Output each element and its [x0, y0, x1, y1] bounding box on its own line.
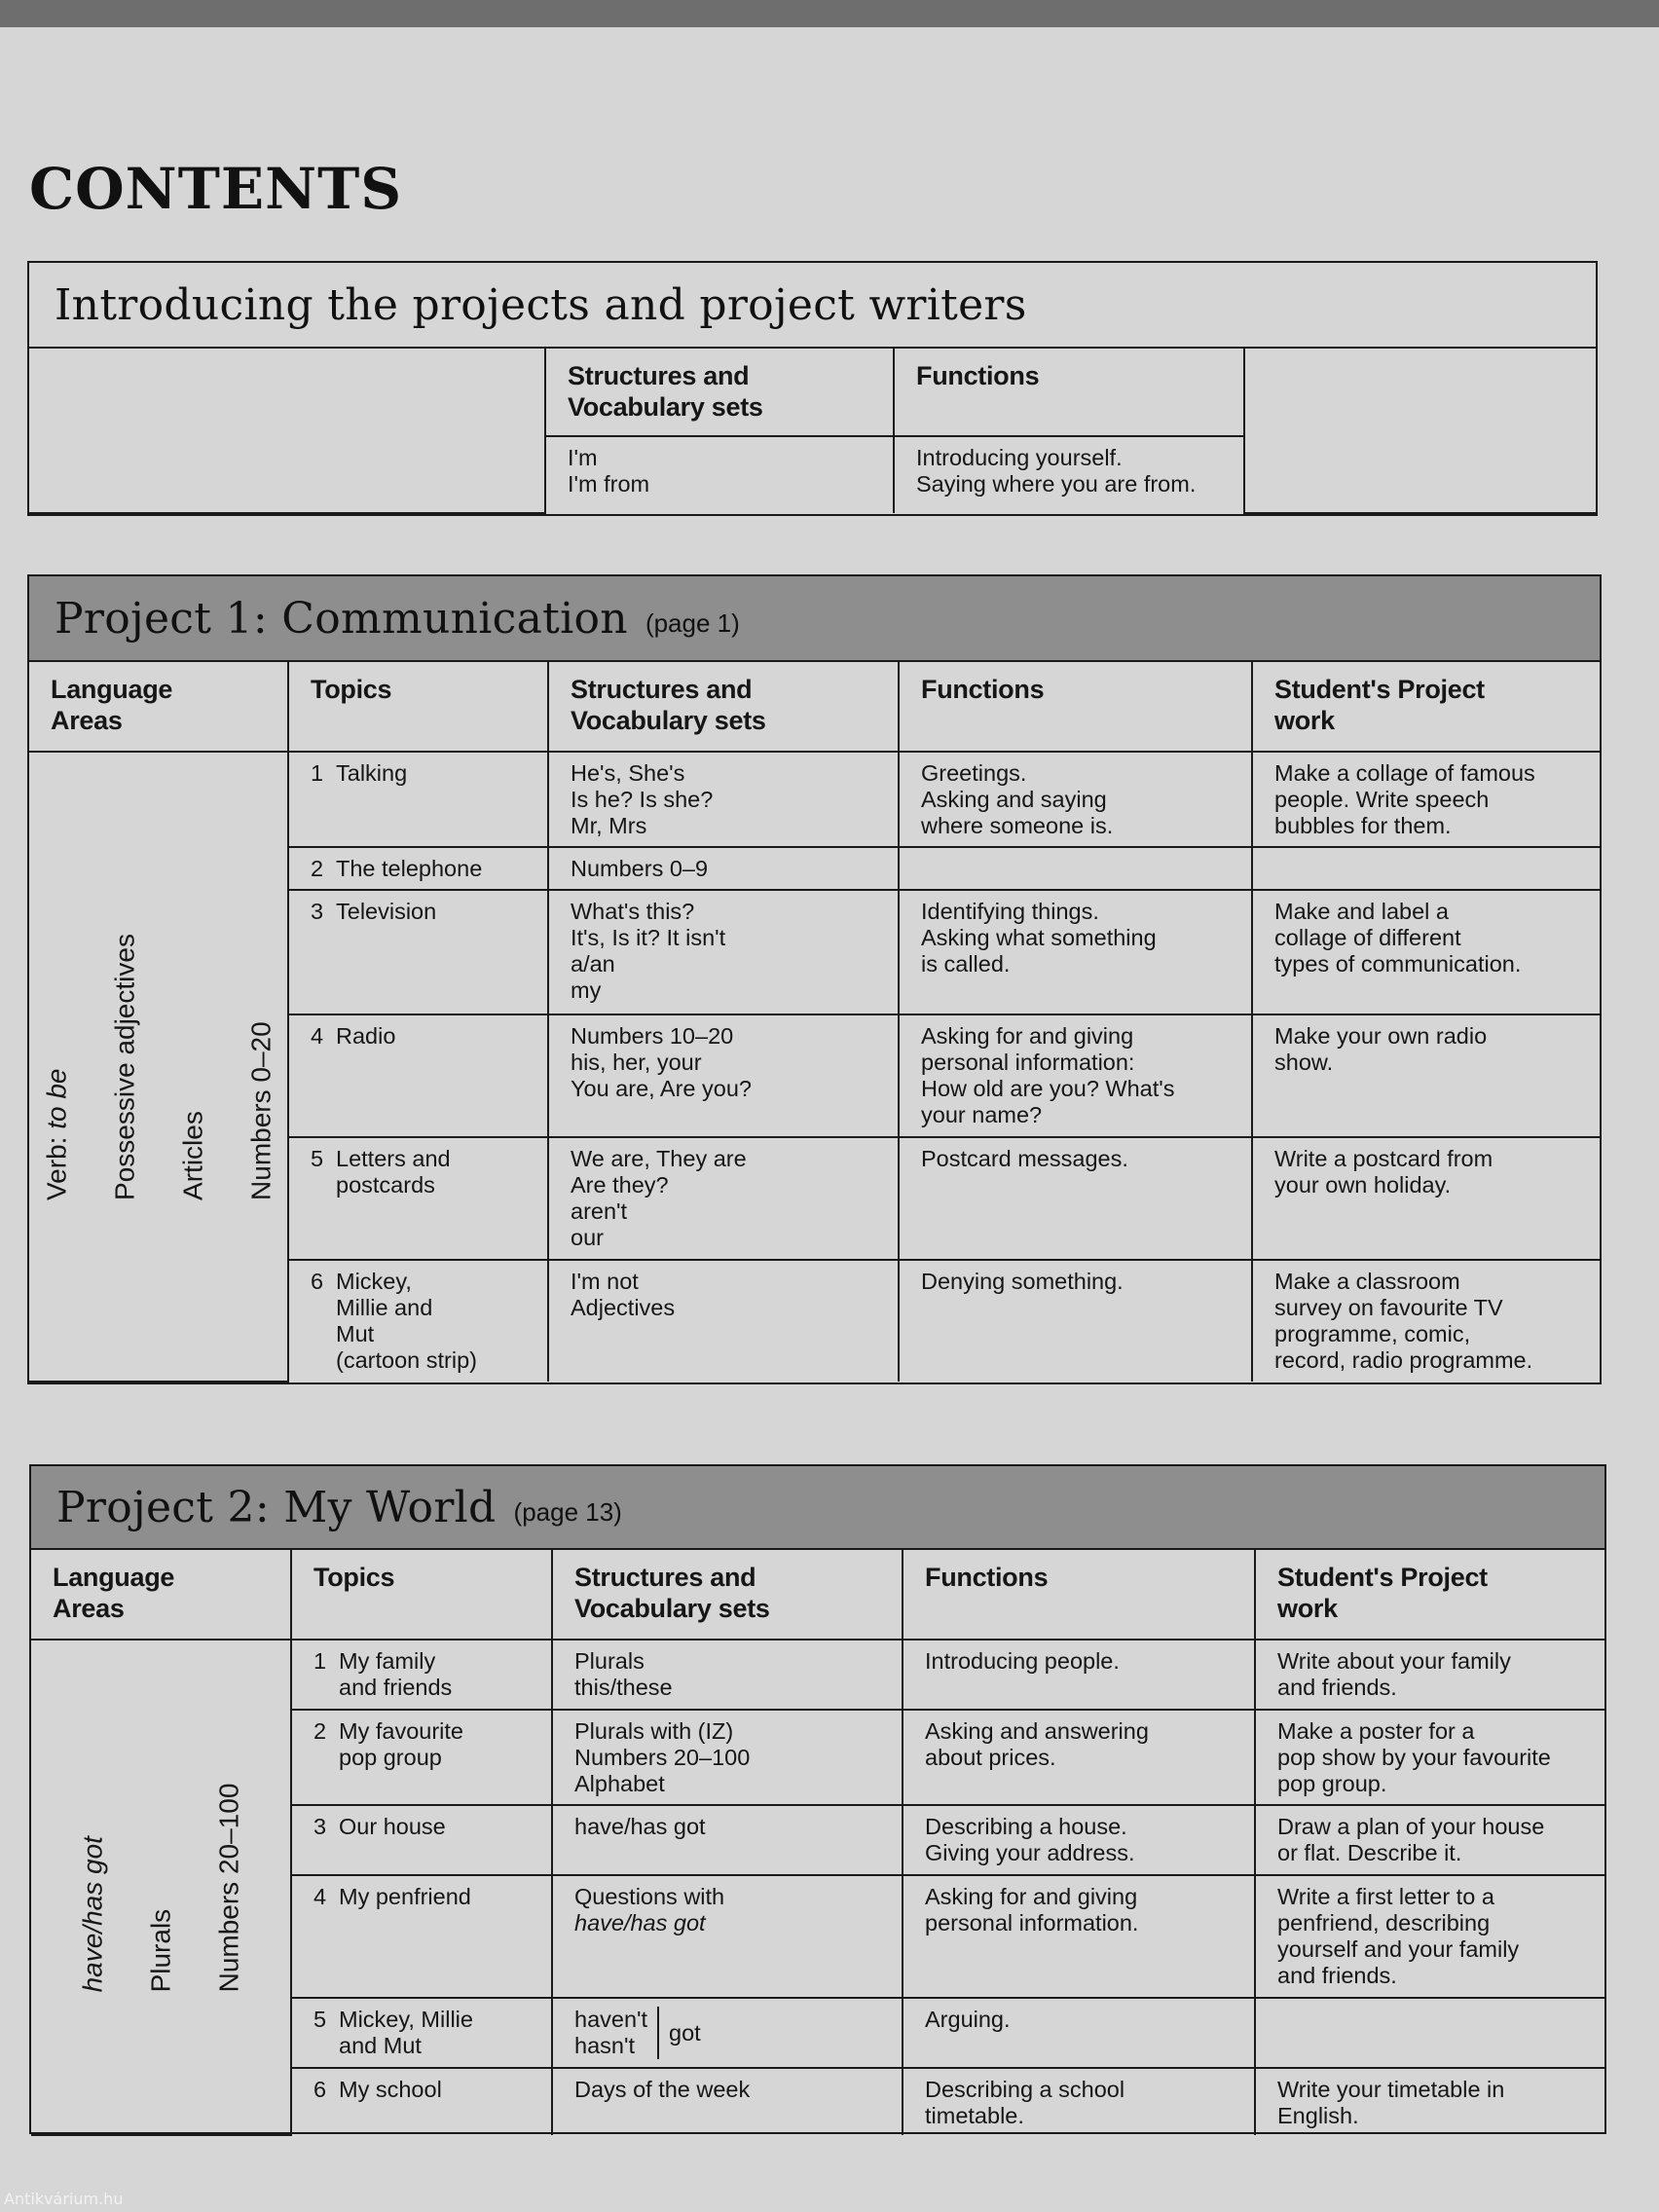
p1-la-possessive: Possessive adjectives [109, 933, 139, 1200]
p2-functions-cell: Asking and answering about prices. [903, 1710, 1255, 1805]
project1-table [29, 662, 1600, 1382]
p1-structures-cell: What's this? It's, Is it? It isn't a/an my [548, 890, 899, 1014]
p2-functions-cell: Asking for and giving personal information. [903, 1875, 1255, 1998]
p1-structures-header: Structures and Vocabulary sets [548, 662, 899, 752]
p2-topic-cell: 1 My family and friends [291, 1640, 552, 1710]
p1-topics-header: Topics [288, 662, 548, 752]
p1-work-cell: Write a postcard from your own holiday. [1252, 1137, 1600, 1260]
project2-header [31, 1466, 1604, 1550]
p2-functions-cell: Arguing. [903, 1998, 1255, 2068]
p1-functions-cell: Denying something. [899, 1260, 1252, 1382]
p2-structures-header: Structures and Vocabulary sets [552, 1550, 903, 1640]
p2-language-areas [31, 1640, 291, 2135]
p1-structures-cell: We are, They are Are they? aren't our [548, 1137, 899, 1260]
p2-structures-cell: have/has got [552, 1805, 903, 1875]
p2-work-cell: Write your timetable in English. [1255, 2068, 1604, 2135]
background-strip [0, 0, 1659, 29]
p1-work-cell: Make and label a collage of different types of communication. [1252, 890, 1600, 1014]
intro-title: Introducing the projects and project writers [55, 279, 1027, 330]
p1-language-header: Language Areas [29, 662, 288, 752]
p1-structures-cell: He's, She's Is he? Is she? Mr, Mrs [548, 752, 899, 847]
p1-structures-cell: Numbers 10–20 his, her, your You are, Are you? [548, 1014, 899, 1137]
p2-topics-header: Topics [291, 1550, 552, 1640]
p2-topic-cell: 5 Mickey, Millie and Mut [291, 1998, 552, 2068]
p2-language-header: Language Areas [31, 1550, 291, 1640]
p2-structures-cell [552, 1998, 903, 2068]
p2-work-cell: Make a poster for a pop show by your favourite pop group. [1255, 1710, 1604, 1805]
watermark: Antikvárium.hu [4, 2190, 124, 2208]
p2-functions-header: Functions [903, 1550, 1255, 1640]
p1-topic-cell: 5 Letters and postcards [288, 1137, 548, 1260]
p1-work-cell: Make your own radio show. [1252, 1014, 1600, 1137]
p1-topic-cell: 4 Radio [288, 1014, 548, 1137]
intro-structures-header: Structures and Vocabulary sets [545, 349, 894, 436]
intro-functions-cell: Introducing yourself. Saying where you are from. [894, 436, 1244, 513]
p1-functions-cell: Asking for and giving personal information: How old are you? What's your name? [899, 1014, 1252, 1137]
p2-la-plurals: Plurals [145, 1908, 176, 1992]
p2-work-header: Student's Project work [1255, 1550, 1604, 1640]
project1-title: Project 1: Communication [55, 593, 628, 644]
p2-structures-line: Questions with [574, 1884, 725, 1909]
p1-work-cell [1252, 847, 1600, 890]
p1-structures-cell: I'm not Adjectives [548, 1260, 899, 1382]
p1-work-cell: Make a collage of famous people. Write speech bubbles for them. [1252, 752, 1600, 847]
p2-topic-cell: 3 Our house [291, 1805, 552, 1875]
p1-work-header: Student's Project work [1252, 662, 1600, 752]
p2-la-have: have/has got [77, 1835, 108, 1992]
p2-work-cell: Draw a plan of your house or flat. Describe it. [1255, 1805, 1604, 1875]
p1-functions-cell: Identifying things. Asking what something is called. [899, 890, 1252, 1014]
p2-functions-cell: Introducing people. [903, 1640, 1255, 1710]
project1-page-ref: (page 1) [645, 608, 740, 638]
project2-table [31, 1550, 1604, 2136]
p2-topic-cell: 6 My school [291, 2068, 552, 2135]
intro-empty-cell-right [1244, 349, 1596, 513]
p2-topic-cell: 4 My penfriend [291, 1875, 552, 1998]
intro-section [27, 261, 1598, 516]
intro-header [29, 263, 1596, 349]
p2-structures-cell: Days of the week [552, 2068, 903, 2135]
p2-la-numbers: Numbers 20–100 [213, 1783, 244, 1992]
p2-structures-cell: Plurals with (IZ) Numbers 20–100 Alphabet [552, 1710, 903, 1805]
p2-topic-cell: 2 My favourite pop group [291, 1710, 552, 1805]
p1-la-articles: Articles [177, 1110, 207, 1200]
p1-functions-cell: Postcard messages. [899, 1137, 1252, 1260]
p2-structures-cell: Plurals this/these [552, 1640, 903, 1710]
intro-structures-cell: I'm I'm from [545, 436, 894, 513]
project2-title: Project 2: My World [56, 1482, 497, 1532]
p2-work-cell: Write about your family and friends. [1255, 1640, 1604, 1710]
p1-language-areas [29, 752, 288, 1382]
p1-functions-cell [899, 847, 1252, 890]
p2-work-cell: Write a first letter to a penfriend, describing yourself and your family and friends. [1255, 1875, 1604, 1998]
p1-topic-cell: 2 The telephone [288, 847, 548, 890]
p2-got: got [669, 2019, 701, 2046]
p1-la-verb: Verb: to be [41, 1068, 71, 1200]
p2-functions-cell: Describing a house. Giving your address. [903, 1805, 1255, 1875]
p1-functions-header: Functions [899, 662, 1252, 752]
intro-functions-header: Functions [894, 349, 1244, 436]
p1-topic-cell: 3 Television [288, 890, 548, 1014]
table-row [29, 752, 1600, 847]
p1-work-cell: Make a classroom survey on favourite TV programme, comic, record, radio programme. [1252, 1260, 1600, 1382]
p2-haven-hasnt: haven't hasn't [574, 2007, 659, 2059]
project1-section [27, 574, 1602, 1384]
p1-topic-cell: 6 Mickey, Millie and Mut (cartoon strip) [288, 1260, 548, 1382]
intro-table [29, 349, 1596, 514]
project1-header [29, 576, 1600, 662]
p1-topic-cell: 1 Talking [288, 752, 548, 847]
intro-empty-cell [29, 349, 545, 513]
p2-functions-cell: Describing a school timetable. [903, 2068, 1255, 2135]
p2-structures-cell [552, 1875, 903, 1998]
p2-structures-line: have/has got [574, 1910, 706, 1936]
p2-work-cell [1255, 1998, 1604, 2068]
page-title: CONTENTS [29, 156, 403, 222]
table-row [31, 1640, 1604, 1710]
p1-functions-cell: Greetings. Asking and saying where someone is. [899, 752, 1252, 847]
project2-section [29, 1464, 1606, 2134]
project2-page-ref: (page 13) [513, 1496, 622, 1527]
p1-la-numbers: Numbers 0–20 [245, 1020, 276, 1200]
p1-structures-cell: Numbers 0–9 [548, 847, 899, 890]
